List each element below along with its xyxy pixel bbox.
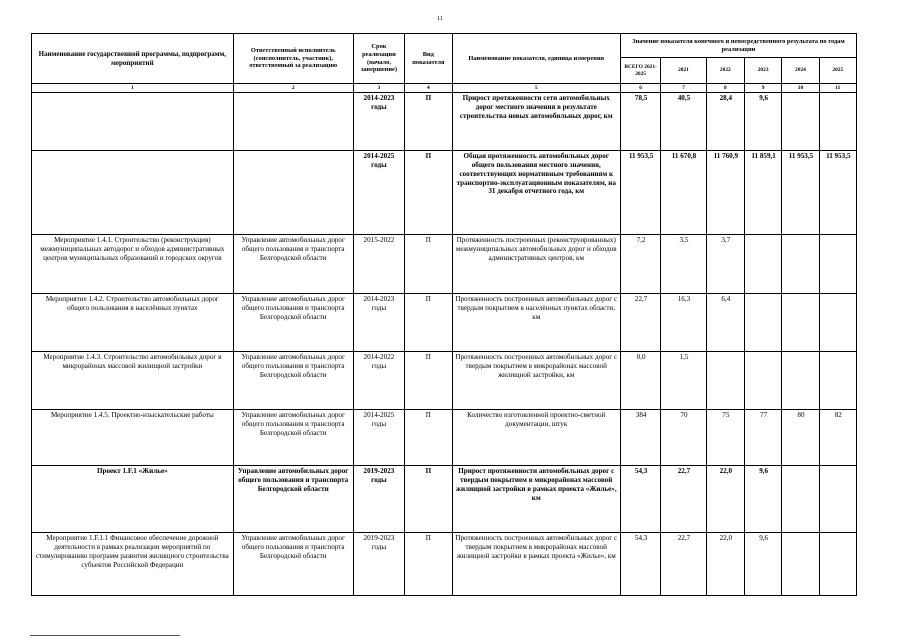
indicator-cell: Прирост протяженности сети автомобильных дорог местного значения в результате строительства новых автомобильных дорог, км xyxy=(452,93,620,151)
indicator-cell: Протяженность построенных (реконструированных) межмуниципальных автомобильных дорог и обходов административных центров, км xyxy=(452,235,620,294)
value-cell: 9,6 xyxy=(744,93,781,151)
program-cell xyxy=(32,93,234,151)
value-cell xyxy=(819,352,856,410)
table-row xyxy=(32,294,857,352)
column-index: 7 xyxy=(661,84,706,93)
table-row xyxy=(32,410,857,466)
value-cell: 77 xyxy=(744,410,781,466)
table-row xyxy=(32,352,857,410)
indicator-cell: Общая протяженность автомобильных дорог общего пользования местного значения, соответствующих нормативным требованиям к транспортно-эксплуатационным показателям, на 31 декабря отчетного года, км xyxy=(452,151,620,235)
type-cell: П xyxy=(405,466,452,533)
value-cell: 9,6 xyxy=(744,533,781,596)
executor-cell xyxy=(233,93,353,151)
table-row xyxy=(32,93,857,151)
executor-cell: Управление автомобильных дорог общего пользования и транспорта Белгородской области xyxy=(233,533,353,596)
table-row xyxy=(32,235,857,294)
value-cell: 80 xyxy=(782,410,819,466)
type-cell: П xyxy=(405,533,452,596)
term-cell: 2014-2022 годы xyxy=(353,352,404,410)
value-cell xyxy=(706,352,744,410)
value-cell: 11 953,5 xyxy=(620,151,660,235)
column-index: 2 xyxy=(233,84,353,93)
column-index: 11 xyxy=(819,84,856,93)
table-row xyxy=(32,151,857,235)
value-cell: 11 953,5 xyxy=(782,151,819,235)
value-cell xyxy=(819,235,856,294)
column-index: 6 xyxy=(620,84,660,93)
column-index: 5 xyxy=(452,84,620,93)
header-year: 2024 xyxy=(782,58,819,84)
value-cell: 3,7 xyxy=(706,235,744,294)
executor-cell: Управление автомобильных дорог общего пользования и транспорта Белгородской области xyxy=(233,466,353,533)
value-cell xyxy=(744,294,781,352)
value-cell: 6,4 xyxy=(706,294,744,352)
indicator-cell: Протяженность построенных автомобильных дорог с твердым покрытием в микрорайонах массовой жилищной застройки в рамках проекта «Жилье», км xyxy=(452,533,620,596)
type-cell: П xyxy=(405,294,452,352)
column-index: 1 xyxy=(32,84,234,93)
term-cell: 2014-2025 годы xyxy=(353,151,404,235)
term-cell: 2015-2022 xyxy=(353,235,404,294)
value-cell: 22,7 xyxy=(661,533,706,596)
header-term: Срок реализации (начало, завершение) xyxy=(353,34,404,84)
column-index: 9 xyxy=(744,84,781,93)
header-year: 2021 xyxy=(661,58,706,84)
value-cell xyxy=(819,533,856,596)
value-cell: 22,7 xyxy=(661,466,706,533)
indicator-cell: Прирост протяженности автомобильных дорог с твердым покрытием в микрорайонах массовой жилищной застройки в рамках проекта «Жилье», км xyxy=(452,466,620,533)
header-year: 2025 xyxy=(819,58,856,84)
column-index-row xyxy=(32,84,857,93)
value-cell: 78,5 xyxy=(620,93,660,151)
value-cell: 70 xyxy=(661,410,706,466)
value-cell xyxy=(782,533,819,596)
value-cell xyxy=(782,93,819,151)
column-index: 4 xyxy=(405,84,452,93)
program-cell: Мероприятие 1.4.5. Проектно-изыскательские работы xyxy=(32,410,234,466)
header-indicator: Наименование показателя, единица измерения xyxy=(452,34,620,84)
value-cell: 11 670,8 xyxy=(661,151,706,235)
program-cell xyxy=(32,151,234,235)
table-row xyxy=(32,466,857,533)
program-cell: Мероприятие 1.4.3. Строительство автомобильных дорог в микрорайонах массовой жилищной застройки xyxy=(32,352,234,410)
program-cell: Мероприятие 1.4.2. Строительство автомобильных дорог общего пользования в населённых пунктах xyxy=(32,294,234,352)
value-cell: 28,4 xyxy=(706,93,744,151)
type-cell: П xyxy=(405,410,452,466)
value-cell: 7,2 xyxy=(620,235,660,294)
column-index: 8 xyxy=(706,84,744,93)
value-cell: 40,5 xyxy=(661,93,706,151)
term-cell: 2014-2025 годы xyxy=(353,410,404,466)
value-cell xyxy=(782,235,819,294)
program-cell: Мероприятие 1.F.1.1 Финансовое обеспечение дорожной деятельности в рамках реализации мероприятий по стимулированию программ развития жилищного строительства субъектов Российской Федерации xyxy=(32,533,234,596)
value-cell: 75 xyxy=(706,410,744,466)
bottom-rule xyxy=(30,635,180,636)
value-cell xyxy=(782,352,819,410)
value-cell: 9,6 xyxy=(744,466,781,533)
program-cell: Проект 1.F.1 «Жилье» xyxy=(32,466,234,533)
type-cell: П xyxy=(405,151,452,235)
executor-cell: Управление автомобильных дорог общего пользования и транспорта Белгородской области xyxy=(233,410,353,466)
header-total: ВСЕГО 2021-2025 xyxy=(620,58,660,84)
value-cell xyxy=(744,352,781,410)
value-cell: 54,3 xyxy=(620,466,660,533)
type-cell: П xyxy=(405,93,452,151)
indicator-cell: Количество изготовленной проектно-сметной документации, штук xyxy=(452,410,620,466)
table-row xyxy=(32,533,857,596)
executor-cell xyxy=(233,151,353,235)
header-values-group: Значение показателя конечного и непосредственного результата по годам реализации xyxy=(620,34,856,58)
value-cell: 11 760,9 xyxy=(706,151,744,235)
indicators-table xyxy=(31,33,857,596)
executor-cell: Управление автомобильных дорог общего пользования и транспорта Белгородской области xyxy=(233,235,353,294)
value-cell: 54,3 xyxy=(620,533,660,596)
value-cell: 22,0 xyxy=(706,533,744,596)
value-cell xyxy=(782,294,819,352)
term-cell: 2019-2023 годы xyxy=(353,466,404,533)
value-cell: 11 953,5 xyxy=(819,151,856,235)
indicator-cell: Протяженность построенных автомобильных дорог с твердым покрытием в населённых пунктах области, км xyxy=(452,294,620,352)
term-cell: 2014-2023 годы xyxy=(353,294,404,352)
value-cell xyxy=(744,235,781,294)
header-program: Наименование государственной программы, подпрограмм, мероприятий xyxy=(32,34,234,84)
term-cell: 2014-2023 годы xyxy=(353,93,404,151)
value-cell: 22,0 xyxy=(706,466,744,533)
value-cell: 384 xyxy=(620,410,660,466)
value-cell: 11 859,1 xyxy=(744,151,781,235)
page-number: 11 xyxy=(437,16,443,22)
header-year: 2022 xyxy=(706,58,744,84)
value-cell: 3,5 xyxy=(661,235,706,294)
type-cell: П xyxy=(405,352,452,410)
executor-cell: Управление автомобильных дорог общего пользования и транспорта Белгородской области xyxy=(233,294,353,352)
term-cell: 2019-2023 годы xyxy=(353,533,404,596)
header-year: 2023 xyxy=(744,58,781,84)
program-cell: Мероприятие 1.4.1. Строительство (реконструкция) межмуниципальных автодорог и обходов административных центров муниципальных образований и городских округов xyxy=(32,235,234,294)
value-cell: 16,3 xyxy=(661,294,706,352)
executor-cell: Управление автомобильных дорог общего пользования и транспорта Белгородской области xyxy=(233,352,353,410)
indicator-cell: Протяженность построенных автомобильных дорог с твердым покрытием в микрорайонах массовой жилищной застройки, км xyxy=(452,352,620,410)
value-cell xyxy=(819,93,856,151)
value-cell: 1,5 xyxy=(661,352,706,410)
column-index: 10 xyxy=(782,84,819,93)
header-type: Вид показателя xyxy=(405,34,452,84)
column-index: 3 xyxy=(353,84,404,93)
value-cell: 0,0 xyxy=(620,352,660,410)
value-cell xyxy=(819,466,856,533)
type-cell: П xyxy=(405,235,452,294)
value-cell xyxy=(819,294,856,352)
value-cell xyxy=(782,466,819,533)
header-executor: Ответственный исполнитель (соисполнитель, участник), ответственный за реализацию xyxy=(233,34,353,84)
value-cell: 82 xyxy=(819,410,856,466)
value-cell: 22,7 xyxy=(620,294,660,352)
